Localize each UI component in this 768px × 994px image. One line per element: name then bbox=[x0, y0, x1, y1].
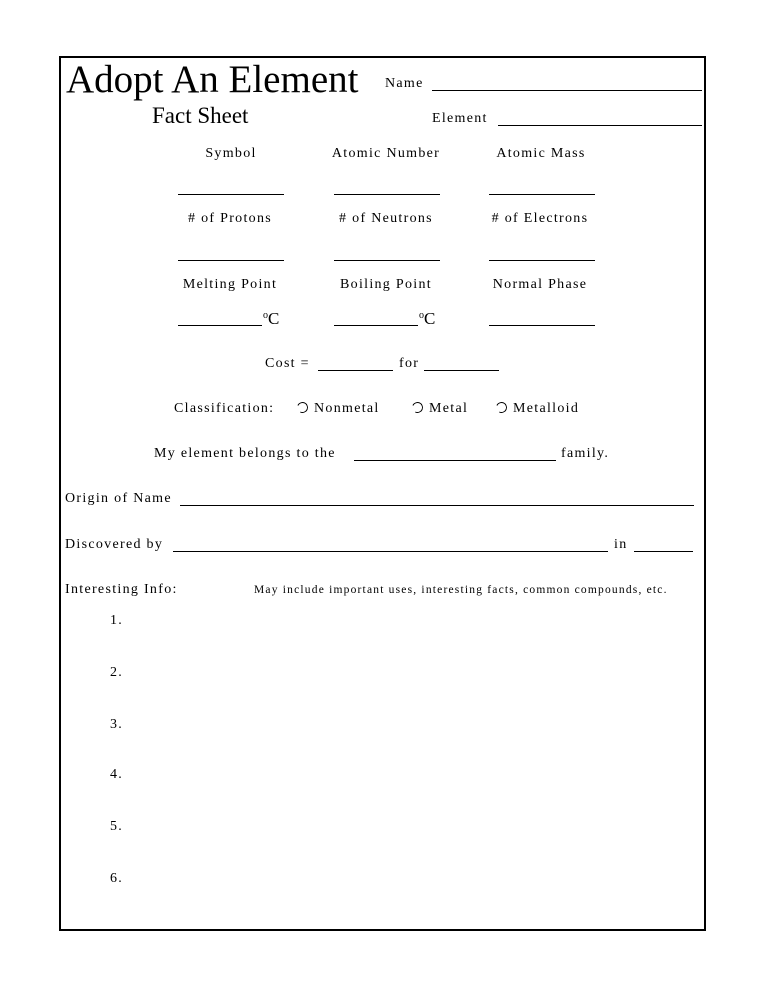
symbol-label: Symbol bbox=[205, 146, 257, 161]
melting-point-field[interactable] bbox=[178, 325, 262, 326]
info-item-4: 4. bbox=[110, 767, 124, 782]
symbol-field[interactable] bbox=[178, 194, 284, 195]
discovered-in-label: in bbox=[614, 537, 628, 552]
cost-for-label: for bbox=[399, 356, 420, 371]
normal-phase-label: Normal Phase bbox=[492, 277, 588, 292]
boiling-unit bbox=[419, 310, 435, 327]
origin-field[interactable] bbox=[180, 505, 694, 506]
melting-point-label: Melting Point bbox=[182, 277, 278, 292]
degree-symbol: o bbox=[263, 310, 268, 321]
neutrons-label: # of Neutrons bbox=[339, 211, 433, 226]
option-metalloid[interactable] bbox=[496, 402, 579, 416]
family-field[interactable] bbox=[354, 460, 556, 461]
element-field[interactable] bbox=[498, 125, 702, 126]
option-label: Metalloid bbox=[513, 401, 580, 416]
info-hint: May include important uses, interesting facts, common compounds, etc. bbox=[254, 584, 668, 596]
discovered-by-field[interactable] bbox=[173, 551, 608, 552]
option-nonmetal[interactable] bbox=[297, 402, 380, 416]
neutrons-field[interactable] bbox=[334, 260, 440, 261]
electrons-field[interactable] bbox=[489, 260, 595, 261]
atomic-mass-field[interactable] bbox=[489, 194, 595, 195]
radio-icon[interactable] bbox=[410, 400, 424, 414]
electrons-label: # of Electrons bbox=[491, 211, 589, 226]
boiling-point-label: Boiling Point bbox=[340, 277, 432, 292]
protons-field[interactable] bbox=[178, 260, 284, 261]
cost-field[interactable] bbox=[318, 370, 393, 371]
atomic-number-field[interactable] bbox=[334, 194, 440, 195]
origin-label: Origin of Name bbox=[65, 491, 172, 506]
worksheet-subtitle: Fact Sheet bbox=[152, 103, 249, 128]
option-label: Metal bbox=[429, 401, 469, 416]
family-suffix: family. bbox=[561, 446, 610, 461]
normal-phase-field[interactable] bbox=[489, 325, 595, 326]
worksheet-title: Adopt An Element bbox=[66, 58, 359, 101]
cost-label: Cost = bbox=[265, 356, 310, 371]
cost-quantity-field[interactable] bbox=[424, 370, 499, 371]
family-prefix: My element belongs to the bbox=[154, 446, 336, 461]
name-label: Name bbox=[385, 76, 424, 91]
option-metal[interactable] bbox=[412, 402, 468, 416]
boiling-point-field[interactable] bbox=[334, 325, 418, 326]
info-item-6: 6. bbox=[110, 871, 124, 886]
element-label: Element bbox=[432, 111, 488, 126]
info-item-3: 3. bbox=[110, 717, 124, 732]
info-item-5: 5. bbox=[110, 819, 124, 834]
atomic-mass-label: Atomic Mass bbox=[496, 146, 586, 161]
discovered-label: Discovered by bbox=[65, 537, 164, 552]
info-item-2: 2. bbox=[110, 665, 124, 680]
atomic-number-label: Atomic Number bbox=[331, 146, 441, 161]
info-item-1: 1. bbox=[110, 613, 124, 628]
name-field[interactable] bbox=[432, 90, 702, 91]
melting-unit bbox=[263, 310, 279, 327]
info-label: Interesting Info: bbox=[65, 582, 178, 597]
classification-label: Classification: bbox=[174, 401, 275, 416]
celsius-unit: C bbox=[424, 309, 436, 328]
radio-icon[interactable] bbox=[494, 400, 508, 414]
celsius-unit: C bbox=[268, 309, 280, 328]
option-label: Nonmetal bbox=[314, 401, 380, 416]
degree-symbol: o bbox=[419, 310, 424, 321]
radio-icon[interactable] bbox=[295, 400, 309, 414]
protons-label: # of Protons bbox=[187, 211, 273, 226]
discovered-year-field[interactable] bbox=[634, 551, 693, 552]
